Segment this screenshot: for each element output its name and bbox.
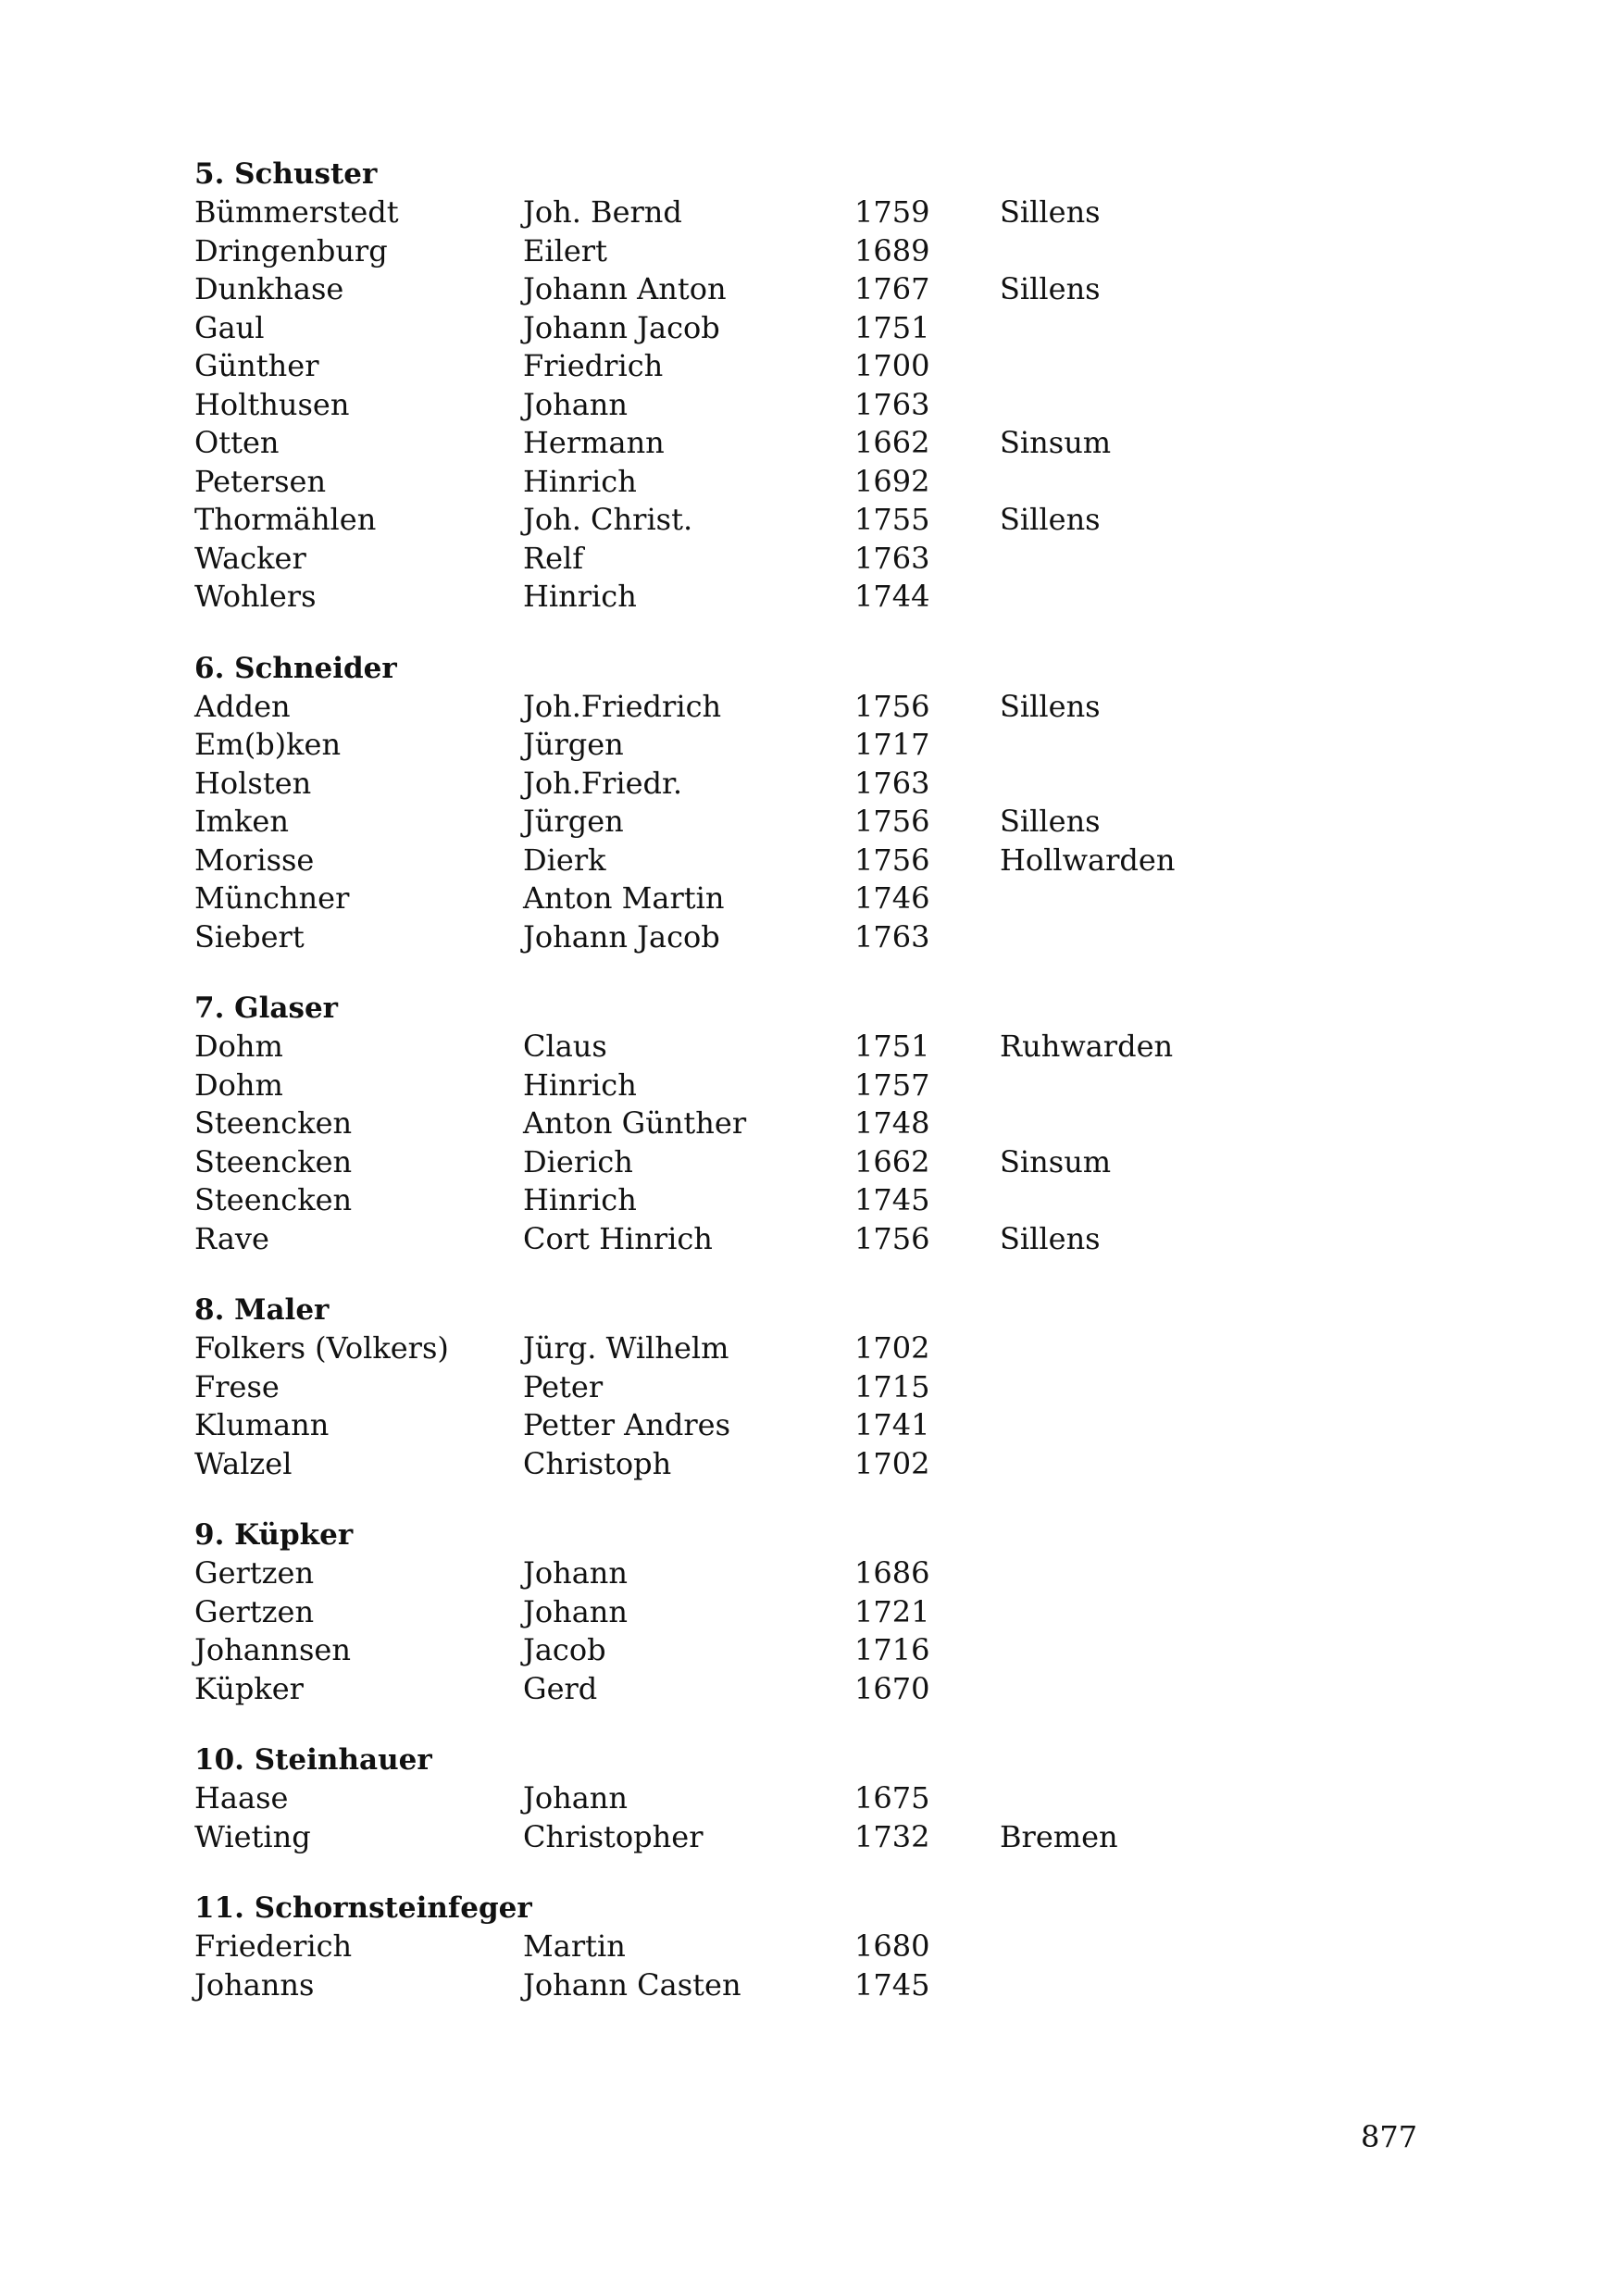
given-name-cell: Claus [523, 1029, 607, 1064]
register-row [194, 386, 1305, 425]
trade-section [194, 156, 1305, 617]
section-heading: 9. Küpker [194, 1518, 354, 1552]
year-cell: 1763 [854, 765, 930, 801]
register-row [194, 1406, 1305, 1445]
register-row [194, 880, 1305, 918]
trade-section [194, 650, 1305, 957]
register-row [194, 347, 1305, 386]
place-cell: Sillens [1000, 271, 1101, 306]
surname-cell: Bümmerstedt [194, 194, 399, 230]
place-cell [1000, 1406, 1296, 1445]
given-name-cell: Johann [523, 386, 628, 422]
register-row [194, 1966, 1305, 2005]
place-cell [1000, 1928, 1296, 1966]
place-cell: Sinsum [1000, 1143, 1112, 1179]
place-cell [1000, 765, 1296, 804]
given-name-cell: Petter Andres [523, 1407, 731, 1442]
year-cell: 1692 [854, 463, 930, 499]
register-row [194, 918, 1305, 957]
year-cell: 1756 [854, 842, 930, 878]
year-cell: 1757 [854, 1067, 930, 1103]
given-name-cell: Joh.Friedrich [523, 688, 722, 724]
place-cell [1000, 309, 1296, 348]
given-name-cell: Relf [523, 540, 584, 576]
year-cell: 1715 [854, 1368, 930, 1404]
given-name-cell: Johann [523, 1593, 628, 1629]
register-row [194, 688, 1305, 727]
place-cell: Sillens [1000, 1220, 1101, 1256]
given-name-cell: Peter [523, 1368, 604, 1404]
year-cell: 1662 [854, 425, 930, 460]
surname-cell: Imken [194, 804, 289, 839]
given-name-cell: Jacob [523, 1632, 606, 1667]
surname-cell: Gertzen [194, 1593, 315, 1629]
given-name-cell: Jürgen [523, 727, 624, 762]
place-cell [1000, 1670, 1296, 1709]
surname-cell: Steencken [194, 1182, 353, 1217]
register-row [194, 803, 1305, 842]
surname-cell: Haase [194, 1780, 289, 1816]
place-cell [1000, 918, 1296, 957]
register-row [194, 1104, 1305, 1143]
register-row [194, 726, 1305, 765]
section-heading: 11. Schornsteinfeger [194, 1891, 532, 1925]
given-name-cell: Joh. Christ. [523, 502, 693, 537]
place-cell [1000, 1779, 1296, 1818]
given-name-cell: Christopher [523, 1818, 704, 1854]
register-row [194, 424, 1305, 463]
register-row [194, 842, 1305, 880]
surname-cell: Küpker [194, 1670, 304, 1706]
given-name-cell: Joh.Friedr. [523, 765, 682, 801]
surname-cell: Steencken [194, 1105, 353, 1141]
surname-cell: Dunkhase [194, 271, 344, 306]
section-heading: 10. Steinhauer [194, 1743, 432, 1777]
surname-cell: Rave [194, 1220, 269, 1256]
register-row [194, 270, 1305, 309]
surname-cell: Dringenburg [194, 232, 388, 268]
year-cell: 1680 [854, 1928, 930, 1964]
given-name-cell: Johann Jacob [523, 918, 720, 955]
year-cell: 1702 [854, 1445, 930, 1481]
register-row [194, 1818, 1305, 1857]
year-cell: 1721 [854, 1593, 930, 1629]
year-cell: 1756 [854, 804, 930, 839]
place-cell [1000, 1181, 1296, 1220]
register-row [194, 1028, 1305, 1067]
year-cell: 1675 [854, 1780, 930, 1816]
place-cell [1000, 578, 1296, 617]
given-name-cell: Cort Hinrich [523, 1220, 713, 1256]
year-cell: 1744 [854, 579, 930, 614]
register-row [194, 193, 1305, 232]
trade-section [194, 1741, 1305, 1856]
year-cell: 1662 [854, 1143, 930, 1179]
given-name-cell: Christoph [523, 1445, 672, 1481]
year-cell: 1670 [854, 1670, 930, 1706]
year-cell: 1751 [854, 309, 930, 345]
given-name-cell: Hinrich [523, 463, 637, 499]
place-cell [1000, 1966, 1296, 2005]
surname-cell: Johanns [194, 1966, 315, 2003]
register-row [194, 1631, 1305, 1670]
register-row [194, 1220, 1305, 1259]
register-row [194, 1670, 1305, 1709]
given-name-cell: Dierich [523, 1143, 633, 1179]
surname-cell: Klumann [194, 1407, 330, 1442]
register-row [194, 309, 1305, 348]
year-cell: 1745 [854, 1966, 930, 2003]
given-name-cell: Hermann [523, 425, 665, 460]
year-cell: 1746 [854, 880, 930, 916]
year-cell: 1756 [854, 688, 930, 724]
year-cell: 1700 [854, 348, 930, 383]
place-cell [1000, 1593, 1296, 1632]
place-cell [1000, 1067, 1296, 1105]
given-name-cell: Dierk [523, 842, 606, 878]
place-cell [1000, 1445, 1296, 1484]
register-row [194, 1329, 1305, 1368]
place-cell [1000, 463, 1296, 502]
section-heading: 5. Schuster [194, 157, 378, 191]
place-cell: Ruhwarden [1000, 1029, 1174, 1064]
surname-cell: Münchner [194, 880, 350, 916]
given-name-cell: Hinrich [523, 1182, 637, 1217]
trade-section [194, 1292, 1305, 1483]
surname-cell: Adden [194, 688, 291, 724]
surname-cell: Otten [194, 425, 280, 460]
year-cell: 1751 [854, 1029, 930, 1064]
given-name-cell: Eilert [523, 232, 607, 268]
given-name-cell: Johann Casten [523, 1966, 741, 2003]
given-name-cell: Johann [523, 1780, 628, 1816]
register-row [194, 1368, 1305, 1407]
given-name-cell: Hinrich [523, 579, 637, 614]
register-row [194, 765, 1305, 804]
place-cell: Sinsum [1000, 425, 1112, 460]
surname-cell: Johannsen [194, 1632, 351, 1667]
place-cell [1000, 1368, 1296, 1407]
place-cell [1000, 1554, 1296, 1593]
place-cell: Sillens [1000, 688, 1101, 724]
surname-cell: Walzel [194, 1445, 293, 1481]
given-name-cell: Anton Günther [523, 1105, 747, 1141]
place-cell [1000, 880, 1296, 918]
surname-cell: Petersen [194, 463, 327, 499]
year-cell: 1716 [854, 1632, 930, 1667]
place-cell [1000, 232, 1296, 271]
section-heading: 7. Glaser [194, 992, 338, 1025]
trade-section [194, 990, 1305, 1258]
place-cell [1000, 386, 1296, 425]
surname-cell: Friederich [194, 1928, 353, 1964]
page-number: 877 [1361, 2119, 1418, 2154]
register-row [194, 540, 1305, 579]
place-cell [1000, 726, 1296, 765]
surname-cell: Holthusen [194, 386, 350, 422]
surname-cell: Steencken [194, 1143, 353, 1179]
given-name-cell: Gerd [523, 1670, 598, 1706]
surname-cell: Siebert [194, 918, 305, 955]
trade-section [194, 1890, 1305, 2004]
surname-cell: Morisse [194, 842, 315, 878]
year-cell: 1702 [854, 1330, 930, 1366]
year-cell: 1745 [854, 1182, 930, 1217]
register-row [194, 1779, 1305, 1818]
register-row [194, 578, 1305, 617]
surname-cell: Em(b)ken [194, 727, 342, 762]
year-cell: 1741 [854, 1407, 930, 1442]
given-name-cell: Friedrich [523, 348, 664, 383]
register-row [194, 1067, 1305, 1105]
register-row [194, 1445, 1305, 1484]
given-name-cell: Martin [523, 1928, 626, 1964]
register-row [194, 1181, 1305, 1220]
given-name-cell: Johann [523, 1555, 628, 1591]
place-cell: Sillens [1000, 804, 1101, 839]
register-row [194, 463, 1305, 502]
surname-cell: Wacker [194, 540, 306, 576]
section-heading: 6. Schneider [194, 651, 397, 685]
place-cell: Hollwarden [1000, 842, 1176, 878]
given-name-cell: Jürgen [523, 804, 624, 839]
register-row [194, 1554, 1305, 1593]
surname-cell: Folkers (Volkers) [194, 1330, 449, 1366]
year-cell: 1686 [854, 1555, 930, 1591]
surname-cell: Gertzen [194, 1555, 315, 1591]
place-cell [1000, 1104, 1296, 1143]
place-cell: Sillens [1000, 194, 1101, 230]
register-list [194, 156, 1305, 2038]
year-cell: 1732 [854, 1818, 930, 1854]
place-cell [1000, 540, 1296, 579]
year-cell: 1689 [854, 232, 930, 268]
year-cell: 1767 [854, 271, 930, 306]
year-cell: 1763 [854, 540, 930, 576]
surname-cell: Gaul [194, 309, 265, 345]
surname-cell: Wohlers [194, 579, 317, 614]
year-cell: 1755 [854, 502, 930, 537]
place-cell [1000, 1631, 1296, 1670]
surname-cell: Dohm [194, 1029, 283, 1064]
register-row [194, 1593, 1305, 1632]
surname-cell: Frese [194, 1368, 280, 1404]
year-cell: 1717 [854, 727, 930, 762]
surname-cell: Thormählen [194, 502, 377, 537]
surname-cell: Wieting [194, 1818, 311, 1854]
given-name-cell: Johann Jacob [523, 309, 720, 345]
surname-cell: Dohm [194, 1067, 283, 1103]
register-row [194, 1928, 1305, 1966]
register-row [194, 232, 1305, 271]
surname-cell: Günther [194, 348, 319, 383]
place-cell: Sillens [1000, 502, 1101, 537]
year-cell: 1759 [854, 194, 930, 230]
place-cell [1000, 347, 1296, 386]
given-name-cell: Anton Martin [523, 880, 725, 916]
register-row [194, 501, 1305, 540]
trade-section [194, 1516, 1305, 1708]
place-cell: Bremen [1000, 1818, 1118, 1854]
given-name-cell: Johann Anton [523, 271, 727, 306]
given-name-cell: Joh. Bernd [523, 194, 682, 230]
register-row [194, 1143, 1305, 1182]
given-name-cell: Jürg. Wilhelm [523, 1330, 729, 1366]
year-cell: 1763 [854, 386, 930, 422]
section-heading: 8. Maler [194, 1293, 330, 1327]
place-cell [1000, 1329, 1296, 1368]
year-cell: 1763 [854, 918, 930, 955]
year-cell: 1748 [854, 1105, 930, 1141]
given-name-cell: Hinrich [523, 1067, 637, 1103]
year-cell: 1756 [854, 1220, 930, 1256]
surname-cell: Holsten [194, 765, 312, 801]
